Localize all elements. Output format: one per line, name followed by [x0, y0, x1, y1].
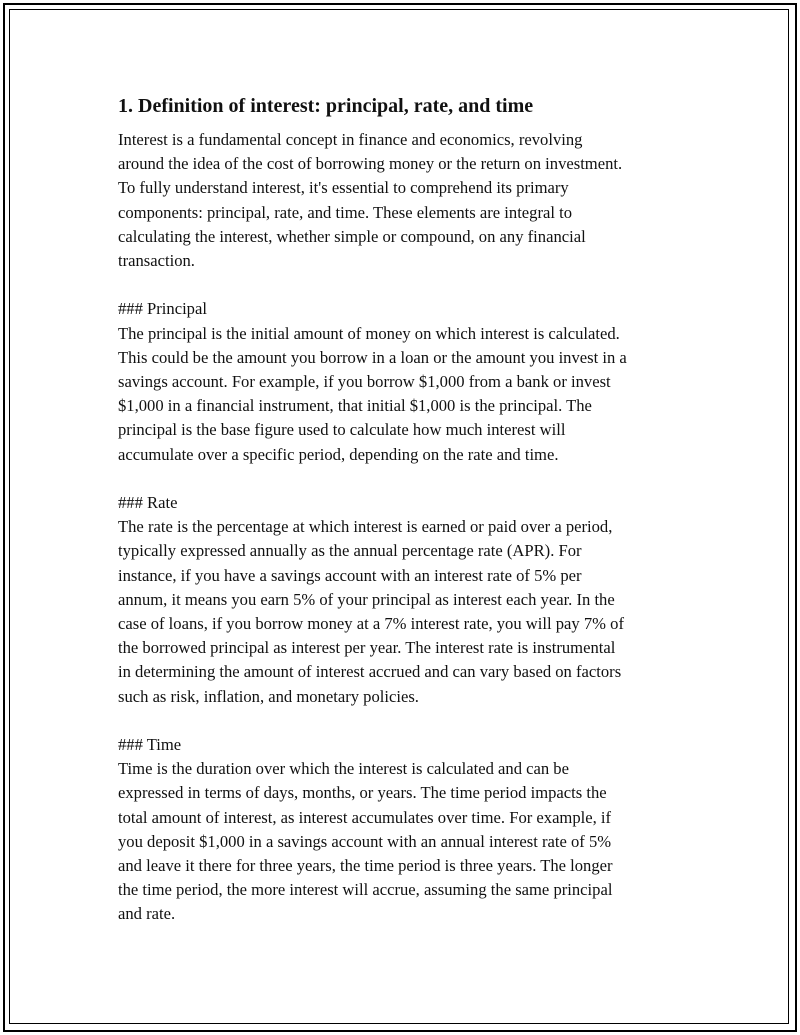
- text-line: case of loans, if you borrow money at a 7% interest rate, you will pay 7% of: [118, 614, 624, 634]
- text-line: instance, if you have a savings account with an interest rate of 5% per: [118, 565, 582, 585]
- text-line: expressed in terms of days, months, or years. The time period impacts the: [118, 783, 607, 803]
- text-line: around the idea of the cost of borrowing money or the return on investment.: [118, 154, 623, 174]
- text-line: $1,000 in a financial instrument, that initial $1,000 is the principal. The: [118, 396, 592, 416]
- text-line: and rate.: [118, 904, 176, 924]
- text-line: calculating the interest, whether simple or compound, on any financial: [118, 226, 586, 246]
- text-line: principal is the base figure used to calculate how much interest will: [118, 420, 566, 440]
- text-line: the borrowed principal as interest per year. The interest rate is instrumental: [118, 638, 616, 658]
- text-line: and leave it there for three years, the time period is three years. The longer: [118, 856, 613, 876]
- section-time: [118, 733, 698, 927]
- text-line: Interest is a fundamental concept in finance and economics, revolving: [118, 130, 583, 149]
- section-heading-principal: ### Principal: [118, 299, 207, 319]
- text-line: This could be the amount you borrow in a loan or the amount you invest in a: [118, 347, 627, 367]
- text-line: typically expressed annually as the annual percentage rate (APR). For: [118, 541, 582, 561]
- text-line: To fully understand interest, it's essential to comprehend its primary: [118, 178, 569, 198]
- text-line: components: principal, rate, and time. These elements are integral to: [118, 202, 573, 222]
- section-principal: [118, 297, 698, 466]
- text-line: savings account. For example, if you borrow $1,000 from a bank or invest: [118, 372, 611, 392]
- text-line: The principal is the initial amount of money on which interest is calculated.: [118, 323, 620, 343]
- section-rate: [118, 491, 698, 709]
- text-line: total amount of interest, as interest accumulates over time. For example, if: [118, 807, 612, 827]
- section-heading-rate: ### Rate: [118, 493, 178, 513]
- text-line: you deposit $1,000 in a savings account with an annual interest rate of 5%: [118, 831, 612, 851]
- text-line: annum, it means you earn 5% of your principal as interest each year. In the: [118, 589, 615, 609]
- text-line: the time period, the more interest will accrue, assuming the same principal: [118, 880, 613, 900]
- text-line: in determining the amount of interest accrued and can vary based on factors: [118, 662, 622, 682]
- text-line: accumulate over a specific period, depending on the rate and time.: [118, 444, 559, 464]
- section-heading-time: ### Time: [118, 735, 182, 755]
- text-line: such as risk, inflation, and monetary policies.: [118, 686, 419, 706]
- text-line: The rate is the percentage at which interest is earned or paid over a period,: [118, 517, 613, 537]
- text-line: transaction.: [118, 251, 195, 271]
- intro-paragraph: [118, 128, 698, 273]
- text-line: Time is the duration over which the interest is calculated and can be: [118, 759, 569, 779]
- document-body: [118, 92, 698, 951]
- document-title: 1. Definition of interest: principal, rate, and time: [118, 95, 534, 117]
